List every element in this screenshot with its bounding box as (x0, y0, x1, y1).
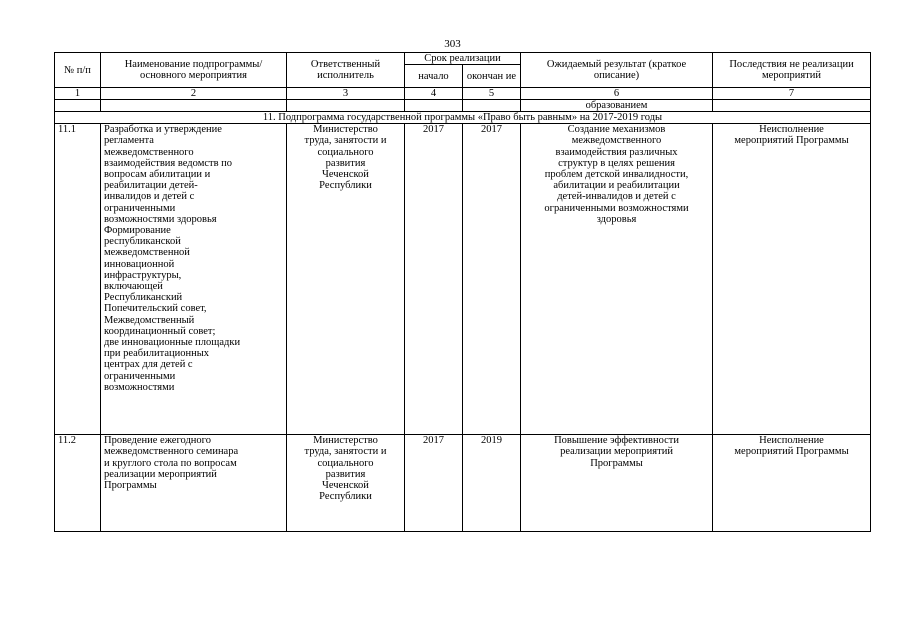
row-end: 2019 (463, 435, 521, 532)
table-row (55, 435, 871, 532)
row-consequences: Неисполнение мероприятий Программы (713, 124, 871, 435)
empty-cell (405, 100, 463, 112)
column-number: 7 (713, 88, 871, 100)
row-responsible: Министерство труда, занятости и социального развития Чеченской Республики (287, 435, 405, 532)
empty-cell (55, 100, 101, 112)
header-start: начало (405, 65, 463, 88)
header-result: Ожидаемый результат (краткое описание) (521, 53, 713, 88)
header-end: окончан ие (463, 65, 521, 88)
table-row (55, 124, 871, 435)
row-name: Проведение ежегодного межведомственного семинара и круглого стола по вопросам реализации мероприятий Программы (101, 435, 287, 532)
row-result: Создание механизмов межведомственного взаимодействия различных структур в целях решения проблем детской инвалидности, абилитации и реабилитации детей-инвалидов и детей с ограниченными возможностями здоровья (521, 124, 713, 435)
header-period: Срок реализации (405, 53, 521, 65)
header-row-top (55, 53, 871, 65)
continuation-text: образованием (521, 100, 713, 112)
row-start: 2017 (405, 124, 463, 435)
column-number: 1 (55, 88, 101, 100)
empty-cell (463, 100, 521, 112)
empty-cell (287, 100, 405, 112)
empty-cell (713, 100, 871, 112)
column-number-row (55, 88, 871, 100)
row-start: 2017 (405, 435, 463, 532)
column-number: 3 (287, 88, 405, 100)
column-number: 4 (405, 88, 463, 100)
row-end: 2017 (463, 124, 521, 435)
row-num: 11.1 (55, 124, 101, 435)
row-num: 11.2 (55, 435, 101, 532)
column-number: 6 (521, 88, 713, 100)
header-responsible: Ответственный исполнитель (287, 53, 405, 88)
section-row (55, 112, 871, 124)
header-consequences: Последствия не реализации мероприятий (713, 53, 871, 88)
row-result: Повышение эффективности реализации мероприятий Программы (521, 435, 713, 532)
row-name: Разработка и утверждение регламента межведомственного взаимодействия ведомств по вопросам абилитации и реабилитации детей- инвалидов и детей с ограниченными возможностями здоровья Формирование республиканской межведомственной инновационной инфраструктуры, включающей Республиканский Попечительский совет, Межведомственный координационный совет; две инновационные площадки при реабилитационных центрах для детей с ограниченными возможностями (101, 124, 287, 435)
column-number: 5 (463, 88, 521, 100)
header-num: № п/п (55, 53, 101, 88)
page-number: 303 (444, 38, 461, 50)
header-name: Наименование подпрограммы/ основного мероприятия (101, 53, 287, 88)
row-responsible: Министерство труда, занятости и социального развития Чеченской Республики (287, 124, 405, 435)
continuation-row (55, 100, 871, 112)
row-consequences: Неисполнение мероприятий Программы (713, 435, 871, 532)
section-title: 11. Подпрограмма государственной программы «Право быть равным» на 2017-2019 годы (55, 112, 871, 124)
program-table (54, 52, 871, 532)
empty-cell (101, 100, 287, 112)
column-number: 2 (101, 88, 287, 100)
